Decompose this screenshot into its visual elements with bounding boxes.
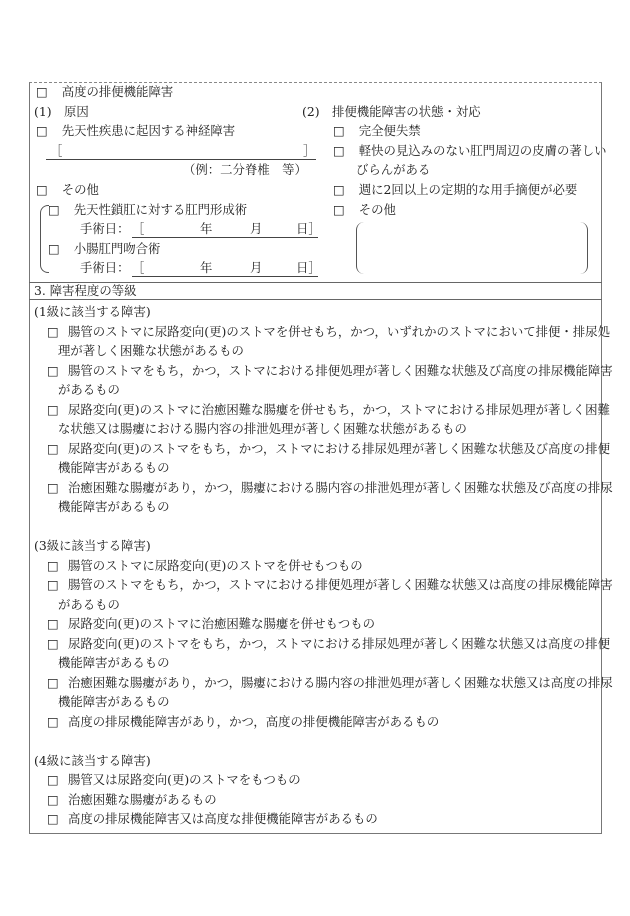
grade-item-text: 尿路変向(更)のストマをもち，かつ，ストマにおける排尿処理が著しく困難な状態及び高度の排便 <box>68 440 610 456</box>
grade-item[interactable] <box>34 400 610 439</box>
grade-item-text: 機能障害があるもの <box>58 460 170 475</box>
grade-item-text: 腸管のストマをもち，かつ，ストマにおける排便処理が著しく困難な状態又は高度の排尿機能障害 <box>68 577 613 592</box>
grade-item-text: 腸管又は尿路変向(更)のストマをもつもの <box>68 772 301 787</box>
grade-item[interactable] <box>34 575 613 614</box>
grade-heading: (1級に該当する障害) <box>34 304 151 319</box>
year-label: 年 <box>200 221 213 236</box>
grade-item[interactable] <box>34 673 613 712</box>
grade-item-text: 高度の排尿機能障害又は高度な排便機能障害があるもの <box>68 811 378 826</box>
grade-item-text: 理が著しく困難な状態があるもの <box>58 343 244 358</box>
anastomosis-checkbox[interactable]: □ 小腸肛門吻合術 <box>48 241 161 256</box>
grade-item-text: 腸管のストマに尿路変向(更)のストマを併せもち，かつ，いずれかのストマにおいて排便・排尿処 <box>68 323 610 339</box>
state-heading: (2) 排便機能障害の状態・対応 <box>302 104 481 119</box>
section-title: 高度の排便機能障害 <box>61 84 174 99</box>
checkbox[interactable]: □ <box>47 772 59 787</box>
grade-item[interactable] <box>34 322 610 361</box>
surgery-date-2: 手術日： <box>80 260 130 275</box>
state-item-cont: びらんがある <box>356 162 431 177</box>
grade-item[interactable] <box>34 634 610 673</box>
checkbox[interactable]: □ <box>47 479 59 495</box>
spacer <box>34 517 600 537</box>
grade-item-text: があるもの <box>58 596 120 612</box>
example-text: （例：二分脊椎 等） <box>183 162 307 177</box>
grade-section-title: 3. 障害程度の等級 <box>34 283 137 298</box>
checkbox[interactable]: □ <box>47 713 59 729</box>
state-item-checkbox[interactable]: □ 完全便失禁 <box>333 123 421 138</box>
surgery-date-1-input[interactable] <box>132 237 318 238</box>
cause-heading: (1) 原因 <box>34 104 89 119</box>
grade-item-text: 高度の排尿機能障害があり，かつ，高度の排便機能障害があるもの <box>68 713 440 729</box>
checkbox[interactable]: □ <box>47 616 59 631</box>
checkbox[interactable]: □ <box>47 811 59 826</box>
neuro-cause-input[interactable] <box>46 159 316 160</box>
other-cause-checkbox[interactable]: □ その他 <box>36 182 99 197</box>
grade-item-text: があるもの <box>58 382 120 397</box>
checkbox[interactable]: □ <box>47 674 59 690</box>
checkbox[interactable]: □ <box>47 635 59 651</box>
checkbox[interactable]: □ <box>47 440 59 456</box>
grade-item-text: 治癒困難な腸瘻があり，かつ，腸瘻における腸内容の排泄処理が著しく困難な状態又は高度の排尿 <box>68 674 613 690</box>
date-bracket: ［ <box>132 260 145 275</box>
grade-item-text: 機能障害があるもの <box>58 499 170 514</box>
bracket-close: ］ <box>303 143 316 158</box>
checkbox[interactable]: □ <box>47 791 59 807</box>
surgery-date-1: 手術日： <box>80 221 130 236</box>
grade-item[interactable] <box>34 712 600 732</box>
grade-item[interactable] <box>34 478 613 517</box>
date-bracket: ［ <box>132 221 145 236</box>
grade-item[interactable] <box>34 809 600 829</box>
year-label: 年 <box>200 260 213 275</box>
grade-heading: (4級に該当する障害) <box>34 752 151 768</box>
grade-item[interactable] <box>34 361 613 400</box>
grade-item-text: 尿路変向(更)のストマに治癒困難な腸瘻を併せもつもの <box>68 616 376 631</box>
grade-item-text: 治癒困難な腸瘻があるもの <box>68 791 217 807</box>
divider <box>29 299 602 300</box>
month-label: 月 <box>250 221 263 236</box>
grade-item-text: 機能障害があるもの <box>58 694 170 709</box>
other-state-input[interactable] <box>356 222 588 274</box>
spacer <box>34 731 600 751</box>
day-label: 日］ <box>296 260 321 275</box>
grade-item[interactable] <box>34 790 600 810</box>
checkbox[interactable]: □ <box>47 577 59 592</box>
grade-item-text: 治癒困難な腸瘻があり，かつ，腸瘻における腸内容の排泄処理が著しく困難な状態及び高度の排尿 <box>68 479 613 495</box>
grade-item-text: 機能障害があるもの <box>58 655 170 670</box>
grade-item[interactable] <box>34 439 610 478</box>
bracket-open: ［ <box>50 143 63 158</box>
neuro-checkbox[interactable]: □ 先天性疾患に起因する神経障害 <box>36 123 236 138</box>
surgery-date-2-input[interactable] <box>132 276 318 277</box>
grade-item-text: な状態又は腸瘻における腸内容の排泄処理が著しく困難な状態があるもの <box>58 421 467 436</box>
checkbox[interactable]: □ <box>47 362 59 378</box>
grade-item-text: 尿路変向(更)のストマをもち，かつ，ストマにおける排尿処理が著しく困難な状態又は高度の排便 <box>68 635 610 651</box>
grade-item[interactable] <box>34 556 600 576</box>
severe-bowel-dysfunction-checkbox[interactable]: □ 高度の排便機能障害 <box>36 84 174 99</box>
grade-item[interactable] <box>34 770 600 790</box>
checkbox[interactable]: □ <box>47 401 59 417</box>
grade-item-text: 腸管のストマをもち，かつ，ストマにおける排便処理が著しく困難な状態及び高度の排尿機能障害 <box>68 362 613 378</box>
month-label: 月 <box>250 260 263 275</box>
grade-item-text: 尿路変向(更)のストマに治癒困難な腸瘻を併せもち，かつ，ストマにおける排尿処理が著しく困難 <box>68 401 610 417</box>
day-label: 日］ <box>296 221 321 236</box>
anal-plasty-checkbox[interactable]: □ 先天性鎖肛に対する肛門形成術 <box>48 202 248 217</box>
grade-item-text: 腸管のストマに尿路変向(更)のストマを併せもつもの <box>68 557 363 573</box>
state-item-checkbox[interactable]: □ 週に2回以上の定期的な用手摘便が必要 <box>333 182 578 197</box>
grade-list <box>34 302 613 829</box>
grade-heading: (3級に該当する障害) <box>34 538 151 553</box>
grade-item[interactable] <box>34 614 600 634</box>
checkbox[interactable]: □ <box>47 557 59 573</box>
checkbox[interactable]: □ <box>47 323 59 339</box>
state-item-checkbox[interactable]: □ 軽快の見込みのない肛門周辺の皮膚の著しい <box>333 143 607 158</box>
state-item-checkbox[interactable]: □ その他 <box>333 202 396 217</box>
